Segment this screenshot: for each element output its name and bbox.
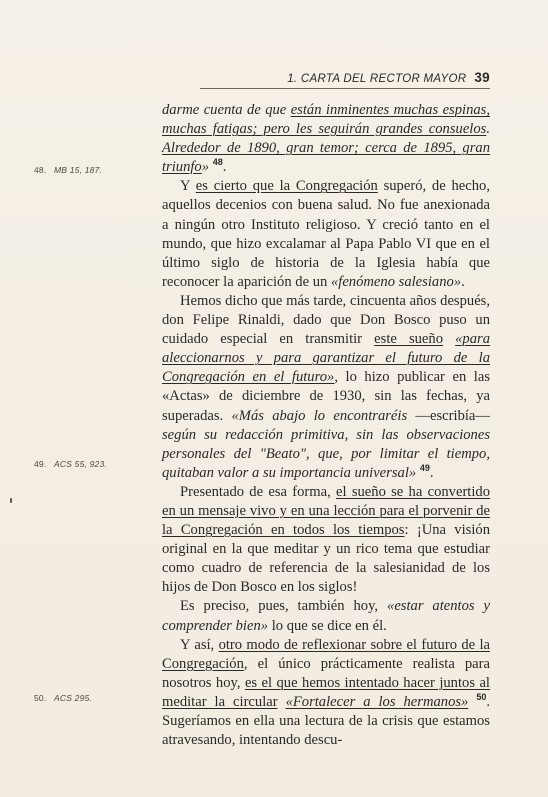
underlined-phrase: este sueño [374,331,444,348]
margin-note-reference: MB 15, 187. [54,165,103,175]
paragraph-6: Y así, otro modo de reflexionar sobre el futuro de la Congregación, el único prácticamente realista para nosotros hoy, es el que hemos intentado hacer juntos al meditar la circular «Fortalecer a los hermanos» $^{50}$. Sugeríamos en ella una lectura de la crisis que estamos atravesando, intentando descu- [162,636,490,749]
underlined-phrase: es el que hemos intentado hacer juntos al meditar la circular [162,674,490,710]
margin-note-reference: ACS 295. [54,693,92,703]
body-text [162,101,490,750]
underlined-phrase: otro modo de reflexionar sobre el futuro de la Congregación [162,636,490,672]
margin-note-number: 49. [34,459,47,469]
chapter-title: 1. CARTA DEL RECTOR MAYOR [287,73,467,85]
paragraph-4: Presentado de esa forma, el sueño se ha convertido en un mensaje vivo y en una lección para el porvenir de la Congregación en todos los tiempos: ¡Una visión original en la que meditar y un rico tema que estudiar como cuadro de referencia de la salesianidad de los hijos de Don Bosco en los siglos! [162,483,491,596]
margin-note-49 [34,459,107,469]
running-header [200,70,490,89]
paragraph-3: Hemos dicho que más tarde, cincuenta años después, don Felipe Rinaldi, dado que Don Bosco puso un cuidado especial en transmitir este sueño «para aleccionarnos y para garantizar el futuro de la Congregación en el futuro», lo hizo publicar en las «Actas» de diciembre de 1930, sin las fechas, ya superadas. «Más abajo lo encontraréis —escribía— según su redacción primitiva, sin las observaciones personales del "Beato", que, por limitar el tiempo, quitaban valor a su importancia universal» $^{49}$. [162,292,490,481]
footnote-marker: 49 [419,462,430,473]
margin-note-number: 50. [34,693,47,703]
margin-note-number: 48. [34,165,47,175]
page-number: 39 [474,70,490,85]
paragraph-5: Es preciso, pues, también hoy, «estar atentos y comprender bien» lo que se dice en él. [162,598,490,634]
margin-note-48 [34,165,102,175]
underlined-phrase: el sueño se ha convertido en un mensaje vivo y en una lección para el porvenir de la Congregación en todos los tiempos [162,483,491,539]
underlined-quote: Alrededor de 1890, gran temor; cerca de 1895, gran triunfo [162,140,490,176]
paragraph-2: Y es cierto que la Congregación superó, de hecho, aquellos decenios con buena salud. No fue anexionada a ningún otro Instituto religioso. Y creció tanto en el mundo, que hizo excalamar al Papa Pablo VI que en el último siglo de historia de la Iglesia había que reconocer la aparición de un «fenómeno salesiano». [162,178,490,290]
paragraph-1: darme cuenta de que están inminentes muchas espinas, muchas fatigas; pero les seguirán grandes consuelos. Alrededor de 1890, gran temor; cerca de 1895, gran triunfo» $^{48}$. [162,102,490,176]
footnote-marker: 50 [476,692,487,703]
margin-note-reference: ACS 55, 923. [54,459,107,469]
margin-note-50 [34,693,92,703]
underlined-quote: están inminentes muchas espinas, muchas fatigas; pero les seguirán grandes consuelos [162,102,490,138]
underlined-quote: «Fortalecer a los hermanos» [285,693,469,710]
underlined-quote: «para aleccionarnos y para garantizar el futuro de la Congregación en el futuro» [162,331,490,386]
underlined-phrase: es cierto que la Congregación [195,178,378,195]
footnote-marker: 48 [212,157,223,168]
page-speck [10,498,12,503]
